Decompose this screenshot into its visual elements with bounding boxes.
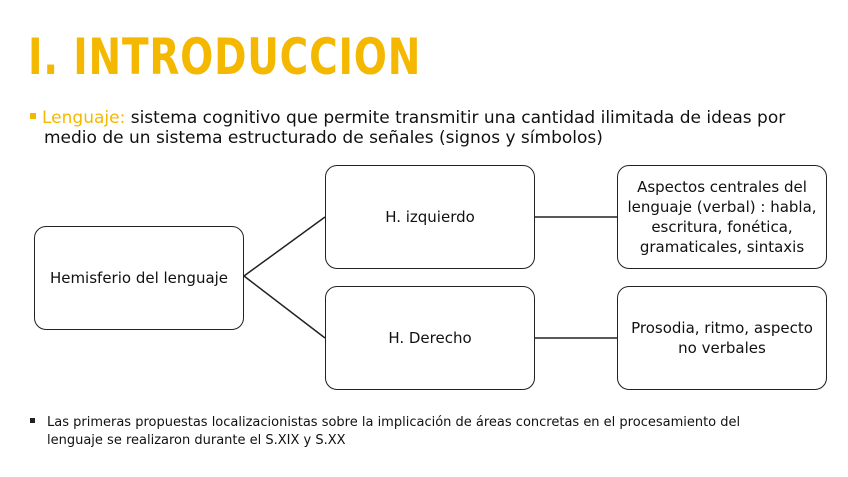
definition-text-line1: sistema cognitivo que permite transmitir una cantidad ilimitada de ideas por [125,108,786,128]
node-label: H. izquierdo [385,208,475,226]
bullet-marker [30,418,35,423]
node-label: Aspectos centrales del lenguaje (verbal) : habla, escritura, fonética, gramaticales, sintaxis [627,178,817,256]
node-right-detail [617,286,827,390]
node-label: Hemisferio del lenguaje [49,269,229,287]
definition-text-line2: medio de un sistema estructurado de señales (signos y símbolos) [44,128,603,148]
node-label: Prosodia, ritmo, aspecto no verbales [631,319,813,357]
note-text-line2: lenguaje se realizaron durante el S.XIX y S.XX [47,433,346,448]
note-bullet [30,414,820,450]
page-title: I. INTRODUCCION [28,28,422,86]
note-text-line1: Las primeras propuestas localizacionistas sobre la implicación de áreas concretas en el procesamiento del [47,415,741,430]
connector-root-to-left [244,217,325,276]
connector-root-to-right [244,276,325,338]
node-label: H. Derecho [388,329,472,347]
node-hemisferio-lenguaje [34,226,244,330]
node-left-detail [617,165,827,269]
definition-term: Lenguaje: [42,108,126,128]
node-h-derecho [325,286,535,390]
node-h-izquierdo [325,165,535,269]
